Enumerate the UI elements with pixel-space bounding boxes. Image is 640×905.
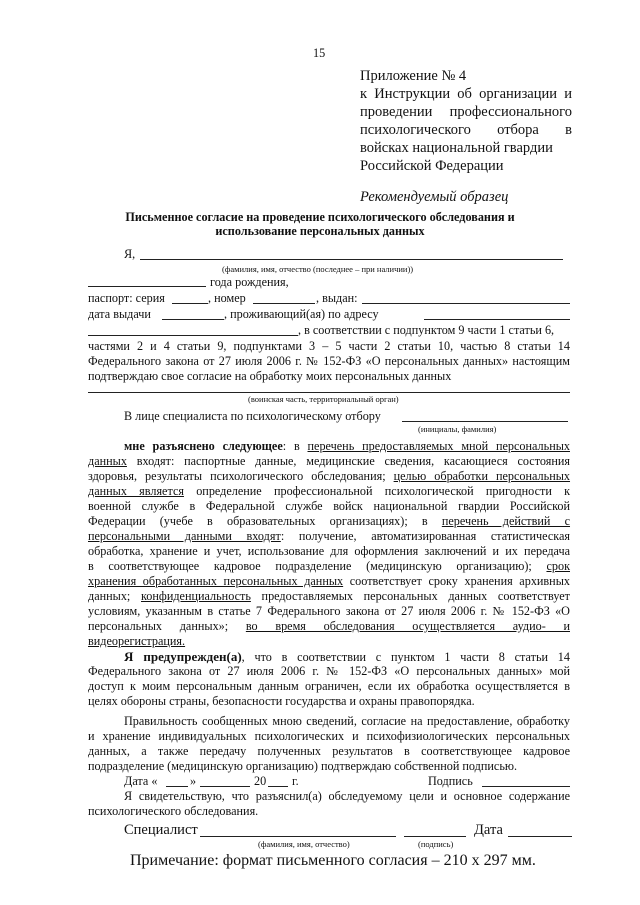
correctness-line: Правильность сообщенных мною сведений, согласие на предоставление, обработку [124, 714, 570, 728]
residing-label: , проживающий(ая) по адресу [224, 307, 379, 321]
explained-line: данных является определение профессиональной психологической пригодности к [88, 484, 570, 498]
explained-line: в соответствующее кадровое подразделение (медицинскую организацию); срок [88, 559, 570, 573]
issued-label: , выдан: [316, 291, 358, 305]
fio-caption: (фамилия, имя, отчество (последнее – при наличии)) [222, 264, 414, 274]
specialist-sign-caption: (подпись) [418, 839, 454, 849]
explained-line: военной службе в Федеральной службе войск национальной гвардии Российской [88, 499, 570, 513]
passport-series-label: паспорт: серия [88, 291, 165, 305]
warned-line: Федерального закона от 27 июля 2006 г. № 152-ФЗ «О персональных данных» мой [88, 664, 570, 678]
correctness-line: и хранение индивидуальных психологических и психофизиологических персональных [88, 729, 570, 743]
issued-by-field[interactable] [362, 303, 570, 304]
signature-field[interactable] [482, 786, 570, 787]
explained-line: персональными данными входят: получение, автоматизированная статистическая [88, 529, 570, 543]
appendix-line: к Инструкции об организации и [360, 86, 572, 102]
specialist-fio-caption: (фамилия, имя, отчество) [258, 839, 350, 849]
format-note: Примечание: формат письменного согласия – 210 х 297 мм. [130, 852, 536, 869]
appendix-line: войсках национальной гвардии [360, 140, 553, 156]
date-g: г. [292, 774, 299, 788]
birth-year-label: года рождения, [210, 275, 289, 289]
ya-label: Я, [124, 247, 136, 261]
signature-label: Подпись [428, 774, 473, 788]
document-title-line: использование персональных данных [215, 224, 425, 238]
appendix-title: Приложение № 4 [360, 68, 467, 84]
issue-date-field[interactable] [162, 319, 224, 320]
certify-line: психологического обследования. [88, 804, 259, 818]
unit-caption: (воинская часть, территориальный орган) [248, 394, 399, 404]
passport-series-field[interactable] [172, 303, 208, 304]
explained-line: данных; конфиденциальность предоставляемых персональных данных соответствует [88, 589, 571, 603]
accordance-text: Федерального закона от 27 июля 2006 г. № 152-ФЗ «О персональных данных» настоящим [88, 354, 570, 368]
page-number: 15 [313, 46, 326, 60]
warned-line: доступ к моим персональным данным ограничен, если их обработка осуществляется в [88, 679, 570, 693]
address-field-continued[interactable] [88, 335, 298, 336]
explained-line: видеорегистрация. [88, 634, 186, 648]
specialist-fio-field[interactable] [200, 836, 396, 837]
explained-line: мне разъяснено следующее: в перечень предоставляемых мной персональных [124, 439, 570, 453]
appendix-line: психологического отбора в [360, 122, 572, 138]
explained-line: здоровья, результаты психологического обследования; целью обработки персональных [88, 469, 571, 483]
date-quote-close: » [190, 774, 197, 788]
sample-label: Рекомендуемый образец [360, 189, 509, 205]
fio-field[interactable] [140, 259, 563, 260]
accordance-text: подтверждаю свое согласие на обработку моих персональных данных [88, 369, 452, 383]
specialist-row-label: Специалист [124, 822, 198, 838]
address-field[interactable] [424, 319, 570, 320]
appendix-line: проведении профессионального [360, 104, 572, 120]
date-day-field[interactable] [166, 786, 188, 787]
date-year-field[interactable] [268, 786, 288, 787]
initials-caption: (инициалы, фамилия) [418, 424, 497, 434]
unit-field[interactable] [88, 392, 570, 393]
specialist-date-label: Дата [474, 822, 503, 838]
passport-number-label: , номер [208, 291, 246, 305]
warned-lead: Я предупрежден(а) [124, 649, 242, 664]
specialist-date-field[interactable] [508, 836, 572, 837]
document-title-line: Письменное согласие на проведение психологического обследования и [125, 210, 515, 224]
specialist-label: В лице специалиста по психологическому отбору [124, 409, 381, 423]
accordance-text: частями 2 и 4 статьи 9, подпунктами 3 – 5 части 2 статьи 10, частью 8 статьи 14 [88, 339, 570, 353]
explained-line: обработка, хранение и учет, использование для оформления заключений и их передача [88, 544, 570, 558]
passport-number-field[interactable] [253, 303, 315, 304]
explained-line: данных входят: паспортные данные, медицинские сведения, касающиеся состояния [88, 454, 570, 468]
birth-year-field[interactable] [88, 286, 206, 287]
warned-line: Я предупрежден(а), что в соответствии с пунктом 1 части 8 статьи 14 [124, 649, 570, 664]
appendix-line: Российской Федерации [360, 158, 504, 174]
certify-line: Я свидетельствую, что разъяснил(а) обследуемому цели и основное содержание [124, 789, 570, 803]
warned-line: целях обороны страны, безопасности государства и охраны правопорядка. [88, 694, 475, 708]
specialist-initials-field[interactable] [402, 421, 568, 422]
explained-lead: мне разъяснено следующее [124, 439, 283, 453]
correctness-line: данных, а также передачу полученных результатов в соответствующее кадровое [88, 744, 570, 758]
explained-line: условиям, указанным в статье 7 Федерального закона от 27 июля 2006 г. № 152-ФЗ «О [88, 604, 570, 618]
correctness-line: подразделение (медицинскую организацию) подтверждаю собственной подписью. [88, 759, 518, 773]
issue-date-label: дата выдачи [88, 307, 151, 321]
explained-line: персональных данных»; во время обследования осуществляется аудио- и [88, 619, 570, 633]
date-month-field[interactable] [200, 786, 250, 787]
date-label: Дата « [124, 774, 158, 788]
explained-line: Федерации (учебе в образовательных организациях); в перечень действий с [88, 514, 571, 528]
date-year-prefix: 20 [254, 774, 267, 788]
accordance-text: , в соответствии с подпунктом 9 части 1 статьи 6, [298, 323, 555, 337]
specialist-signature-field[interactable] [404, 836, 466, 837]
explained-line: хранения обработанных персональных данных соответствует сроку хранения архивных [88, 574, 570, 588]
